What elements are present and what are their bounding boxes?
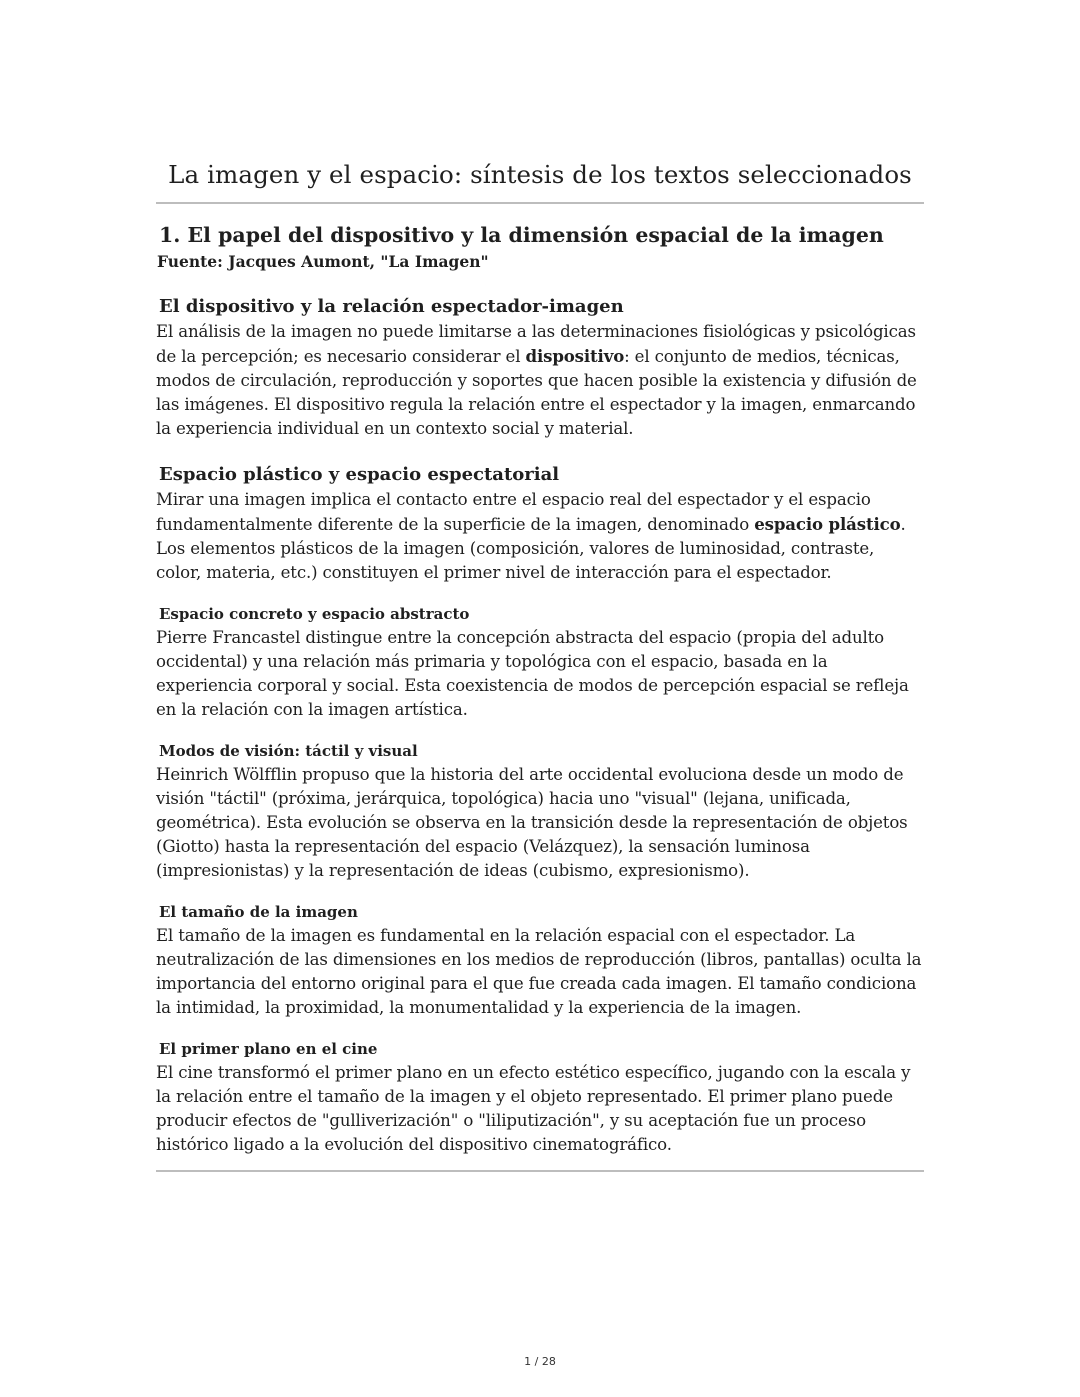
subsection-heading: Modos de visión: táctil y visual: [159, 742, 418, 760]
section-end-divider: [156, 1170, 924, 1172]
subsection-heading: El primer plano en el cine: [159, 1040, 378, 1058]
document-page: [156, 150, 924, 1172]
page-number: 1 / 28: [524, 1355, 556, 1368]
subsection-paragraph: Mirar una imagen implica el contacto entre el espacio real del espectador y el espacio fundamentalmente diferente de la superficie de la imagen, denominado espacio plástico. Los elementos plásticos de la imagen (composición, valores de luminosidad, contraste, color, materia, etc.) constituyen el primer nivel de interacción para el espectador.: [156, 490, 906, 582]
subsection-paragraph: El cine transformó el primer plano en un efecto estético específico, jugando con la escala y la relación entre el tamaño de la imagen y el objeto representado. El primer plano puede producir efectos de "gulliverización" o "liliputización", y su aceptación fue un proceso histórico ligado a la evolución del dispositivo cinematográfico.: [156, 1063, 911, 1154]
subsection-paragraph: El análisis de la imagen no puede limitarse a las determinaciones fisiológicas y psicológicas de la percepción; es necesario considerar el dispositivo: el conjunto de medios, técnicas, modos de circulación, reproducción y soportes que hacen posible la existencia y difusión de las imágenes. El dispositivo regula la relación entre el espectador y la imagen, enmarcando la experiencia individual en un contexto social y material.: [156, 322, 917, 438]
bold-term: dispositivo: [525, 346, 625, 366]
subsection-heading: Espacio concreto y espacio abstracto: [159, 605, 470, 623]
subsection-paragraph: Pierre Francastel distingue entre la concepción abstracta del espacio (propia del adulto occidental) y una relación más primaria y topológica con el espacio, basada en la experiencia corporal y social. Esta coexistencia de modos de percepción espacial se refleja en la relación con la imagen artística.: [156, 628, 909, 719]
subsection-paragraph: El tamaño de la imagen es fundamental en la relación espacial con el espectador. La neutralización de las dimensiones en los medios de reproducción (libros, pantallas) oculta la importancia del entorno original para el que fue creada cada imagen. El tamaño condiciona la intimidad, la proximidad, la monumentalidad y la experiencia de la imagen.: [156, 926, 922, 1017]
document-title: La imagen y el espacio: síntesis de los textos seleccionados: [168, 160, 912, 189]
title-divider: [156, 202, 924, 204]
subsection-heading: El tamaño de la imagen: [159, 903, 358, 921]
section-title: 1. El papel del dispositivo y la dimensión espacial de la imagen: [159, 223, 884, 247]
section-source: Fuente: Jacques Aumont, "La Imagen": [157, 252, 489, 271]
bold-term: espacio plástico: [754, 514, 901, 534]
subsection-paragraph: Heinrich Wölfflin propuso que la historia del arte occidental evoluciona desde un modo de visión "táctil" (próxima, jerárquica, topológica) hacia uno "visual" (lejana, unificada, geométrica). Esta evolución se observa en la transición desde la representación de objetos (Giotto) hasta la representación del espacio (Velázquez), la sensación luminosa (impresionistas) y la representación de ideas (cubismo, expresionismo).: [156, 765, 908, 880]
subsection-heading: Espacio plástico y espacio espectatorial: [159, 464, 560, 485]
subsection-heading: El dispositivo y la relación espectador-imagen: [159, 296, 624, 317]
